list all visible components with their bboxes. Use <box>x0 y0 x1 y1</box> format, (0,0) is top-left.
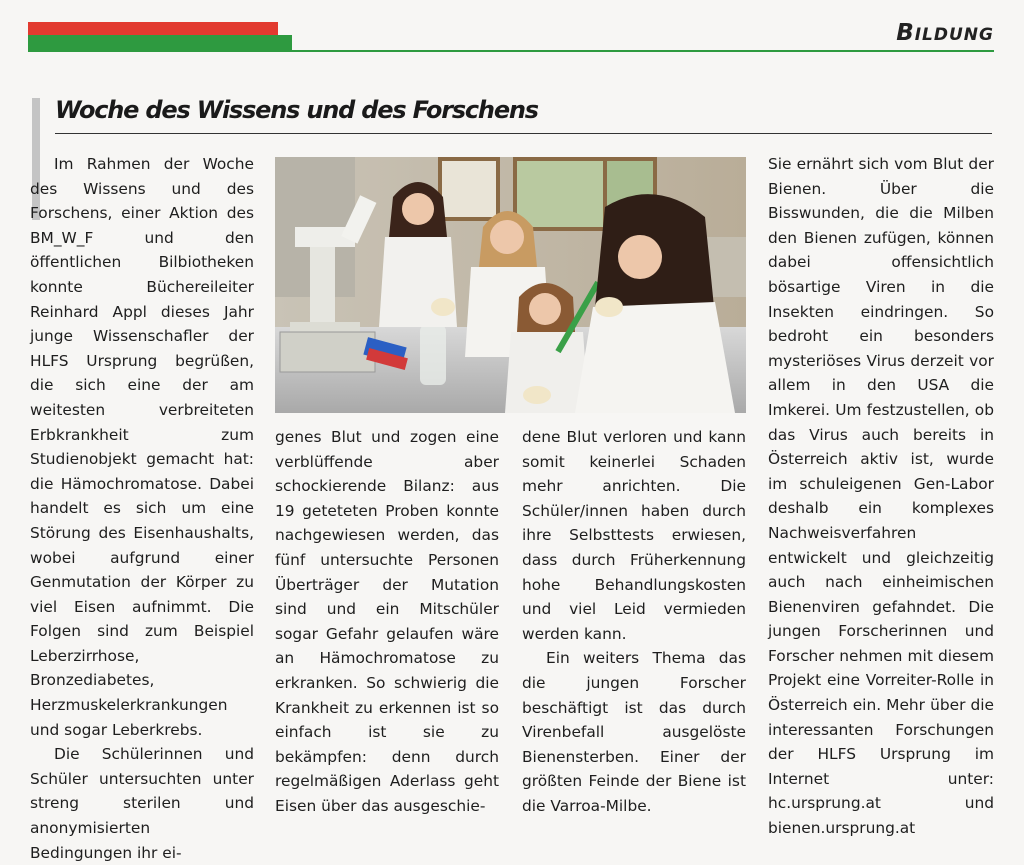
section-rest: ILDUNG <box>914 25 994 45</box>
section-initial: B <box>896 20 915 46</box>
header-red-stripe <box>28 22 278 35</box>
article-headline: Woche des Wissens und des Forschens <box>55 96 538 124</box>
header-green-stripe <box>28 35 292 52</box>
article-column-1 <box>30 152 254 865</box>
col3-paragraph-2: Ein weiters Thema das die jungen Forscher beschäftigt ist das durch Virenbefall ausgelöste Bienensterben. Einer der größten Feinde der Biene ist die Varroa-Milbe. <box>522 649 746 815</box>
headline-rule <box>55 133 992 134</box>
article-photo <box>275 157 746 413</box>
section-label <box>896 20 994 46</box>
page-header <box>28 18 994 58</box>
col3-paragraph-1: dene Blut verloren und kann somit keinerlei Schaden mehr anrichten. Die Schüler/innen haben durch ihre Selbsttests erwiesen, dass durch Früherkennung hohe Behandlungskosten und viel Leid vermieden werden kann. <box>522 428 746 643</box>
col1-paragraph-1: Im Rahmen der Woche des Wissens und des Forschens, einer Aktion des BM_W_F und den öffentlichen Bilbiotheken konnte Büchereileiter Reinhard Appl dieses Jahr junge Wissenschafler der HLFS Ursprung begrüßen, die sich eine der am weitesten verbreiteten Erbkrankheit zum Studienobjekt gemacht hat: die Hämochromatose. Dabei handelt es sich um eine Störung des Eisenhaushalts, wobei aufgrund einer Genmutation der Körper zu viel Eisen aufnimmt. Die Folgen sind zum Beispiel Leberzirrhose, Bronzediabetes, Herzmuskelerkrankungen und sogar Leberkrebs. <box>30 155 254 739</box>
col2-paragraph-1: genes Blut und zogen eine verblüffende aber schockierende Bilanz: aus 19 geteteten Proben konnte nachgewiesen werden, das fünf untersuchte Personen Überträger der Mutation sind und ein Mitschüler sogar Gefahr gelaufen wäre an Hämochromatose zu erkranken. So schwierig die Krankheit zu erkennen ist so einfach ist sie zu bekämpfen: denn durch regelmäßigen Aderlass geht Eisen über das ausgeschie- <box>275 428 499 815</box>
header-rule <box>290 50 994 52</box>
article-column-4 <box>768 152 994 841</box>
article-column-3 <box>522 425 746 819</box>
lab-photo-illustration <box>275 157 746 413</box>
col1-paragraph-2: Die Schülerinnen und Schüler untersuchten unter streng sterilen und anonymisierten Bedingungen ihr ei- <box>30 745 254 862</box>
col4-paragraph-1: Sie ernährt sich vom Blut der Bienen. Über die Bisswunden, die die Milben den Bienen zufügen, können dabei offensichtlich bösartige Viren in die Insekten eindringen. So bedroht ein besonders mysteriöses Virus derzeit vor allem in den USA die Imkerei. Um festzustellen, ob das Virus auch bereits in Österreich aktiv ist, wurde im schuleigenen Gen-Labor deshalb ein komplexes Nachweisverfahren entwickelt und gleichzeitig auch nach einheimischen Bienenviren gefahndet. Die jungen Forscherinnen und Forscher nehmen mit diesem Projekt eine Vorreiter-Rolle in Österreich ein. Mehr über die interessanten Forschungen der HLFS Ursprung im Internet unter: hc.ursprung.at und bienen.ursprung.at <box>768 155 994 838</box>
article-column-2 <box>275 425 499 819</box>
